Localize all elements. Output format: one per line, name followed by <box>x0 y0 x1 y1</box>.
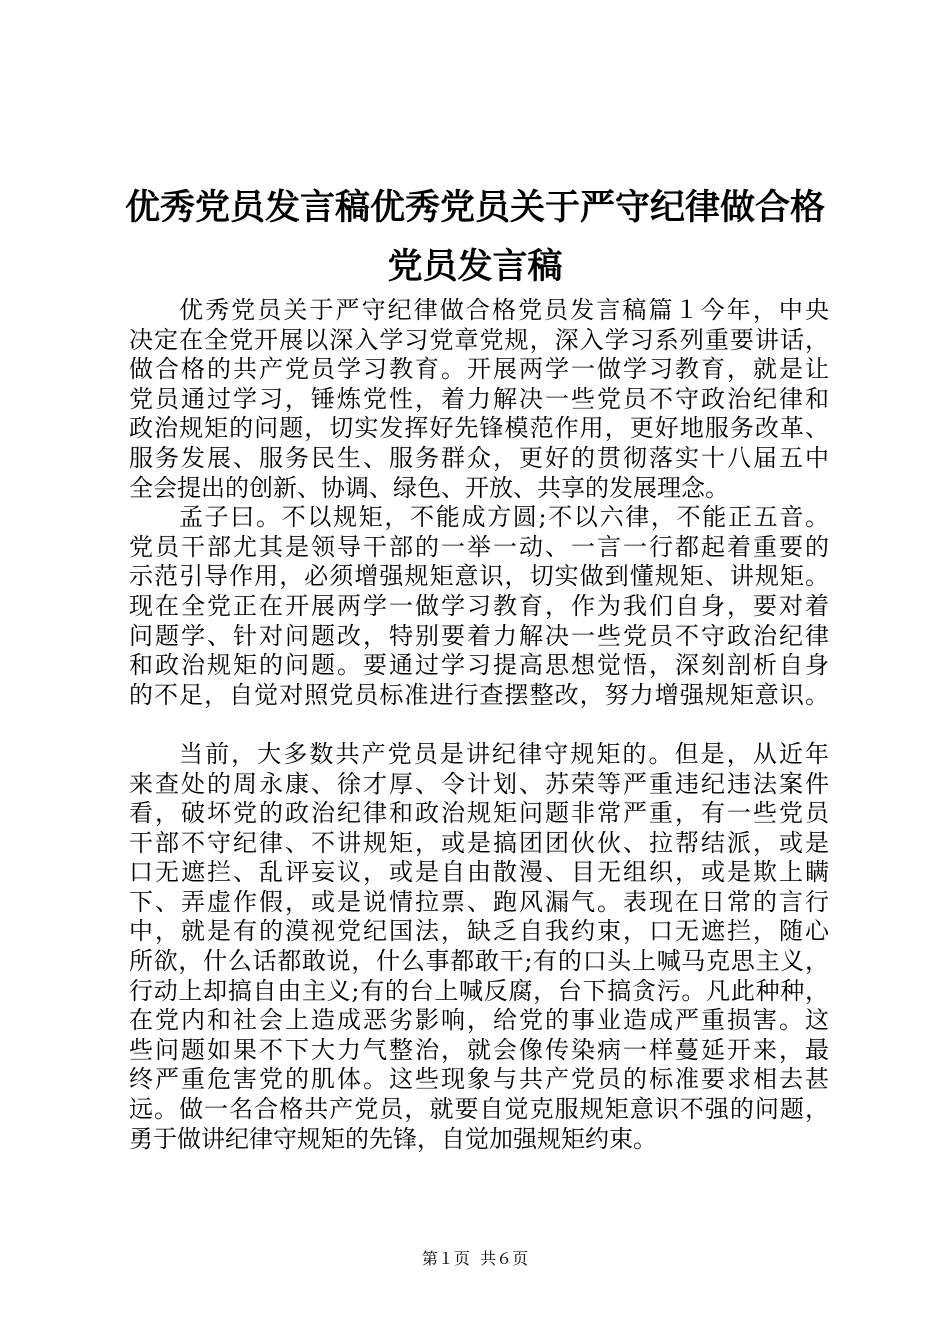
paragraph-line: 勇于做讲纪律守规矩的先锋，自觉加强规矩约束。 <box>129 1124 657 1153</box>
document-body <box>129 296 829 1154</box>
paragraph-line: 的不足，自觉对照党员标准进行查摆整改，努力增强规矩意识。 <box>129 680 829 709</box>
paragraph-line: 些问题如果不下大力气整治，就会像传染病一样蔓延开来，最 <box>129 1035 829 1064</box>
paragraph-line: 看，破坏党的政治纪律和政治规矩问题非常严重，有一些党员 <box>129 799 829 828</box>
paragraph-line: 问题学、针对问题改，特别要着力解决一些党员不守政治纪律 <box>129 621 829 650</box>
paragraph-line: 做合格的共产党员学习教育。开展两学一做学习教育，就是让 <box>129 355 829 384</box>
document-title-line-2: 党员发言稿 <box>387 247 563 287</box>
paragraph-line: 远。做一名合格共产党员，就要自觉克服规矩意识不强的问题， <box>129 1095 829 1124</box>
paragraph-line: 党员干部尤其是领导干部的一举一动、一言一行都起着重要的 <box>129 532 829 561</box>
paragraph-line: 孟子曰。不以规矩，不能成方圆;不以六律，不能正五音。 <box>179 503 829 532</box>
paragraph-line: 政治规矩的问题，切实发挥好先锋模范作用，更好地服务改革、 <box>129 414 829 443</box>
paragraph-line: 口无遮拦、乱评妄议，或是自由散漫、目无组织，或是欺上瞒 <box>129 858 829 887</box>
paragraph-line: 终严重危害党的肌体。这些现象与共产党员的标准要求相去甚 <box>129 1065 829 1094</box>
paragraph-line: 行动上却搞自由主义;有的台上喊反腐，台下搞贪污。凡此种种， <box>129 976 829 1005</box>
paragraph-line: 所欲，什么话都敢说，什么事都敢干;有的口头上喊马克思主义， <box>129 947 829 976</box>
paragraph-line: 来查处的周永康、徐才厚、令计划、苏荣等严重违纪违法案件 <box>129 769 829 798</box>
paragraph-line: 示范引导作用，必须增强规矩意识，切实做到懂规矩、讲规矩。 <box>129 562 829 591</box>
paragraph-line: 下、弄虚作假，或是说情拉票、跑风漏气。表现在日常的言行 <box>129 887 829 916</box>
paragraph-line: 现在全党正在开展两学一做学习教育，作为我们自身，要对着 <box>129 591 829 620</box>
paragraph-line: 在党内和社会上造成恶劣影响，给党的事业造成严重损害。这 <box>129 1006 829 1035</box>
paragraph-line: 干部不守纪律、不讲规矩，或是搞团团伙伙、拉帮结派，或是 <box>129 828 829 857</box>
document-title-line-1: 优秀党员发言稿优秀党员关于严守纪律做合格 <box>124 188 825 228</box>
paragraph-line: 当前，大多数共产党员是讲纪律守规矩的。但是，从近年 <box>179 739 829 768</box>
paragraph-line: 决定在全党开展以深入学习党章党规，深入学习系列重要讲话， <box>129 325 829 354</box>
paragraph-line: 和政治规矩的问题。要通过学习提高思想觉悟，深刻剖析自身 <box>129 651 829 680</box>
page-number-footer: 第１页 共６页 <box>421 1249 529 1268</box>
paragraph-line: 全会提出的创新、协调、绿色、开放、共享的发展理念。 <box>129 473 729 502</box>
paragraph-line: 党员通过学习，锤炼党性，着力解决一些党员不守政治纪律和 <box>129 384 829 413</box>
paragraph-line: 优秀党员关于严守纪律做合格党员发言稿篇１今年，中央 <box>179 296 829 324</box>
paragraph-line: 中，就是有的漠视党纪国法，缺乏自我约束，口无遮拦，随心 <box>129 917 829 946</box>
paragraph-gap <box>129 710 829 740</box>
paragraph-line: 服务发展、服务民生、服务群众，更好的贯彻落实十八届五中 <box>129 443 829 472</box>
